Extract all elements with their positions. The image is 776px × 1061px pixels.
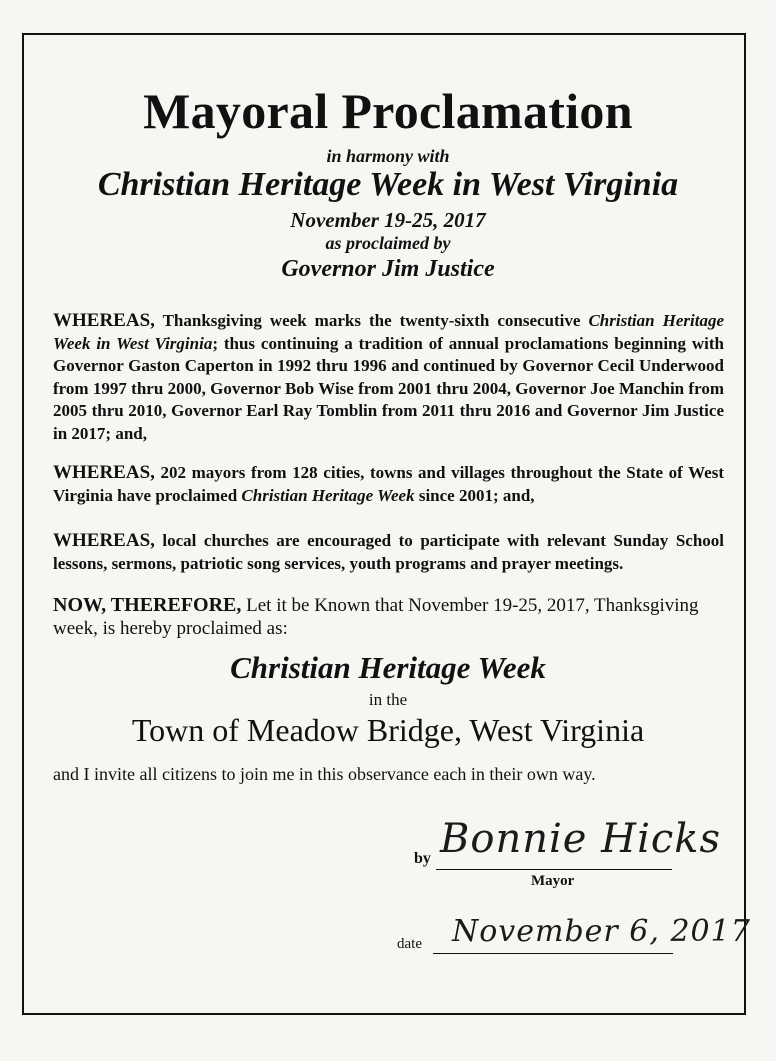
date-label: date [397,936,422,952]
invite-line: and I invite all citizens to join me in this observance each in their own way. [53,764,596,784]
therefore-lead: NOW, THEREFORE, [53,594,242,616]
whereas-emphasis: Christian Heritage Week [241,485,415,505]
in-the-line: in the [368,690,408,709]
whereas-paragraph-2 [53,462,724,507]
harmony-line: in harmony with [326,146,450,166]
as-proclaimed-line: as proclaimed by [325,233,451,253]
whereas-lead: WHEREAS, [53,462,155,483]
therefore-paragraph [53,594,733,640]
whereas-text: local churches are encouraged to participate with relevant Sunday School lessons, sermons, patriotic song services, youth programs and prayer meetings. [53,531,724,573]
whereas-lead: WHEREAS, [53,310,155,331]
mayor-label: Mayor [531,873,575,889]
signature-line [436,869,672,870]
town-name: Town of Meadow Bridge, West Virginia [131,712,645,748]
date-line [433,953,673,954]
by-label: by [414,850,431,867]
whereas-lead: WHEREAS, [53,530,155,551]
handwritten-date: November 6, 2017 [452,914,751,949]
whereas-paragraph-1 [53,310,724,445]
whereas-text: ; thus continuing a tradition of annual proclamations beginning with Governor Gaston Caperton in 1992 thru 1996 and continued by Governor Cecil Underwood from 1997 thru 2000, Governor Bob Wise from 2001 thru 2004, Governor Joe Manchin from 2005 thru 2010, Governor Earl Ray Tomblin from 2011 thru 2016 and Governor Jim Justice in 2017; and, [53,333,724,443]
proclaimed-week: Christian Heritage Week [230,650,546,685]
whereas-text: Thanksgiving week marks the twenty-sixth consecutive [154,311,589,330]
whereas-emphasis: Christian Heritage Week in West Virginia [53,311,724,353]
week-dates: November 19-25, 2017 [290,208,486,232]
whereas-text: since 2001; and, [414,485,535,505]
whereas-text: 202 mayors from 128 cities, towns and villages throughout the State of West Virginia have proclaimed [53,463,724,505]
week-title: Christian Heritage Week in West Virginia [97,166,679,203]
whereas-paragraph-3 [53,530,724,575]
governor-name: Governor Jim Justice [281,256,495,282]
therefore-text: Let it be Known that November 19-25, 2017, Thanksgiving week, is hereby proclaimed as: [53,595,699,639]
mayor-signature: Bonnie Hicks [440,816,722,862]
document-title: Mayoral Proclamation [143,83,633,139]
